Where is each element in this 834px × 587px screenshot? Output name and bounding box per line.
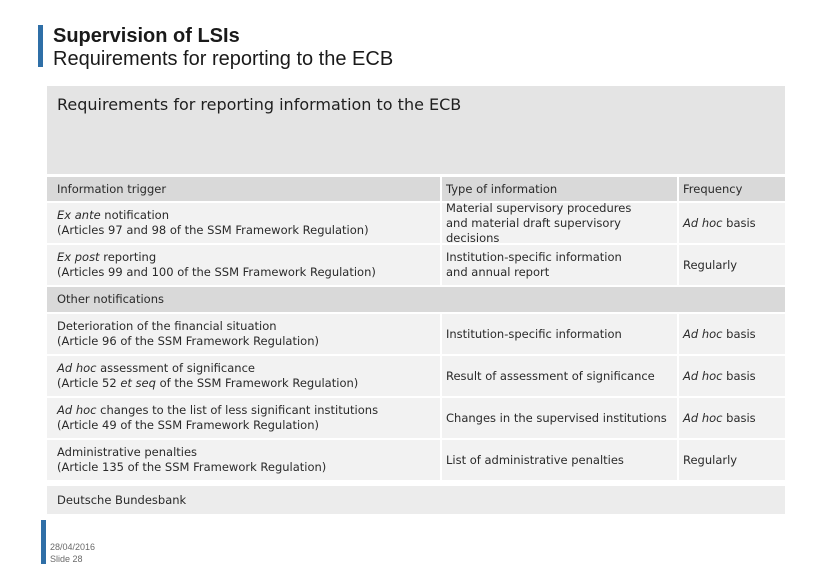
reporting-table [47, 177, 785, 482]
column-header-type: Type of information [442, 177, 677, 201]
frequency-em: Ad hoc [683, 368, 723, 383]
trigger-cell [47, 203, 440, 243]
type-cell [442, 200, 677, 245]
type-cell [442, 356, 677, 396]
frequency-cell [679, 203, 785, 243]
trigger-cell [47, 440, 440, 480]
frequency-rest: basis [722, 215, 756, 230]
trigger-rest: assessment of significance [96, 361, 255, 375]
frequency-rest: Regularly [683, 452, 738, 467]
slide-title: Supervision of LSIs [53, 25, 240, 47]
table-row [47, 200, 785, 245]
trigger-line1 [57, 361, 440, 376]
type-line2: and annual report [446, 265, 550, 279]
frequency-value [683, 216, 785, 231]
frequency-rest: basis [722, 326, 756, 341]
trigger-em: Ex post [57, 250, 100, 264]
trigger-rest: notification [100, 208, 169, 222]
frequency-rest: Regularly [683, 257, 738, 272]
trigger-line2: (Article 135 of the SSM Framework Regulation) [57, 460, 327, 474]
slide-number: Slide 28 [50, 554, 83, 564]
trigger-line1 [57, 250, 440, 265]
content-panel-header [47, 86, 785, 174]
trigger-cell [47, 356, 440, 396]
table-header-row [47, 177, 785, 201]
frequency-cell [679, 440, 785, 480]
type-value: List of administrative penalties [446, 452, 624, 467]
frequency-cell [679, 245, 785, 285]
footer-accent-bar [41, 520, 46, 564]
frequency-value [683, 258, 785, 273]
frequency-rest: basis [722, 368, 756, 383]
trigger-line2-em: et seq [120, 376, 156, 390]
frequency-cell [679, 356, 785, 396]
title-accent-bar [38, 25, 43, 67]
trigger-rest: reporting [99, 250, 157, 264]
type-value: Institution-specific information [446, 326, 622, 341]
panel-title: Requirements for reporting information to the ECB [57, 95, 462, 114]
frequency-value [683, 411, 785, 426]
frequency-em: Ad hoc [683, 326, 723, 341]
trigger-line1 [57, 403, 440, 418]
source-label: Deutsche Bundesbank [57, 493, 187, 507]
trigger-cell [47, 245, 440, 285]
section-label: Other notifications [57, 292, 164, 306]
slide-date: 28/04/2016 [50, 542, 96, 552]
table-row [47, 356, 785, 396]
table-row [47, 398, 785, 438]
type-cell [442, 440, 677, 480]
frequency-cell [679, 314, 785, 354]
trigger-cell [47, 314, 440, 354]
type-value: Changes in the supervised institutions [446, 410, 667, 425]
frequency-em: Ad hoc [683, 410, 723, 425]
table-row [47, 245, 785, 285]
table-row [47, 440, 785, 480]
section-row-other-notifications [47, 287, 785, 312]
column-header-frequency: Frequency [679, 177, 785, 201]
frequency-cell [679, 398, 785, 438]
type-line1: Material supervisory procedures [446, 200, 632, 215]
trigger-line1: Administrative penalties [57, 445, 198, 459]
table-row [47, 314, 785, 354]
trigger-rest: changes to the list of less significant institutions [96, 403, 379, 417]
trigger-cell [47, 398, 440, 438]
type-cell [442, 314, 677, 354]
trigger-em: Ad hoc [57, 361, 97, 375]
frequency-value [683, 453, 785, 468]
type-cell [442, 245, 677, 285]
trigger-line2 [57, 376, 440, 391]
frequency-em: Ad hoc [683, 215, 723, 230]
trigger-line2-b: of the SSM Framework Regulation) [155, 376, 359, 390]
column-header-trigger: Information trigger [47, 177, 440, 201]
trigger-line2: (Article 96 of the SSM Framework Regulation) [57, 334, 319, 348]
trigger-line2: (Articles 99 and 100 of the SSM Framework Regulation) [57, 265, 376, 279]
type-cell [442, 398, 677, 438]
frequency-value [683, 369, 785, 384]
trigger-em: Ex ante [57, 208, 101, 222]
type-line1: Institution-specific information [446, 250, 622, 264]
trigger-line2-a: (Article 52 [57, 376, 121, 390]
slide-subtitle: Requirements for reporting to the ECB [53, 48, 394, 70]
type-value: Result of assessment of significance [446, 368, 655, 383]
trigger-line1: Deterioration of the financial situation [57, 319, 277, 333]
source-footer [47, 486, 785, 514]
trigger-line1 [57, 208, 440, 223]
frequency-value [683, 327, 785, 342]
trigger-line2: (Article 49 of the SSM Framework Regulation) [57, 418, 319, 432]
type-line2: and material draft supervisory decisions [446, 215, 621, 245]
trigger-line2: (Articles 97 and 98 of the SSM Framework Regulation) [57, 223, 369, 237]
frequency-rest: basis [722, 410, 756, 425]
trigger-em: Ad hoc [57, 403, 97, 417]
